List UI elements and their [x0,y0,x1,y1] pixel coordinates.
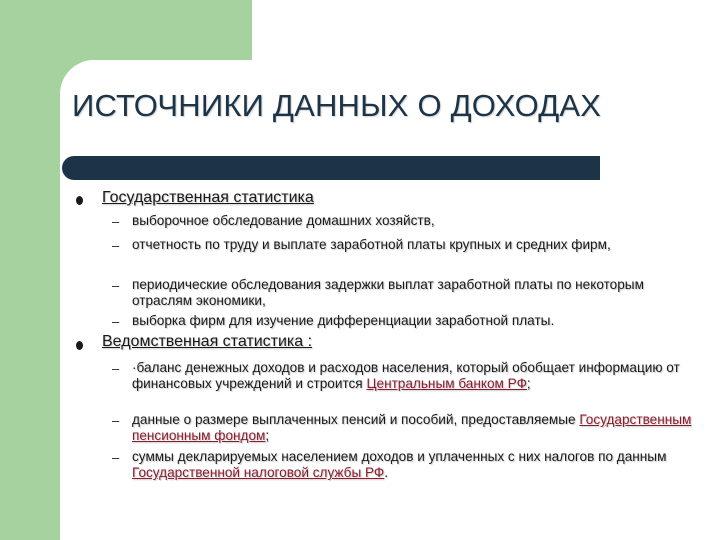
slide-title: ИСТОЧНИКИ ДАННЫХ О ДОХОДАХ [72,88,602,123]
dash-marker: – [112,450,120,465]
bullet-dot [76,196,83,205]
section-heading-departmental-statistics: Ведомственная статистика : [102,333,313,350]
list-item: выборочное обследование домашних хозяйств, [132,213,435,228]
list-item [132,360,692,392]
list-item [132,412,692,444]
list-item: периодические обследования задержки выплат заработной платы по некоторым отраслям экономики, [132,277,644,308]
dash-marker: – [112,361,120,376]
list-item [132,449,692,481]
item-end: . [384,465,389,480]
list-item: выборка фирм для изучение дифференциации заработной платы. [132,313,555,328]
item-text: данные о размере выплаченных пенсий и пособий, предоставляемые [132,412,576,427]
org-name: Государственной налоговой службы РФ [132,465,385,480]
dash-marker: – [112,413,120,428]
dash-marker: – [112,214,120,229]
item-text: суммы декларируемых населением доходов и уплаченных с них налогов по данным [132,449,667,464]
dash-marker: – [112,238,120,253]
org-name: Государственным пенсионным фондом [132,412,692,443]
bullet-dot [76,341,83,350]
item-end: ; [265,428,270,443]
item-end: ; [526,376,531,391]
list-item: отчетность по труду и выплате заработной платы крупных и средних фирм, [132,237,611,252]
section-heading-state-statistics: Государственная статистика [102,189,314,206]
org-name: Центральным банком РФ [366,376,527,391]
dash-marker: – [112,314,120,329]
dash-marker: – [112,278,120,293]
item-text: ·баланс денежных доходов и расходов населения, который обобщает информацию от финансовых учреждений и строится [132,360,680,391]
